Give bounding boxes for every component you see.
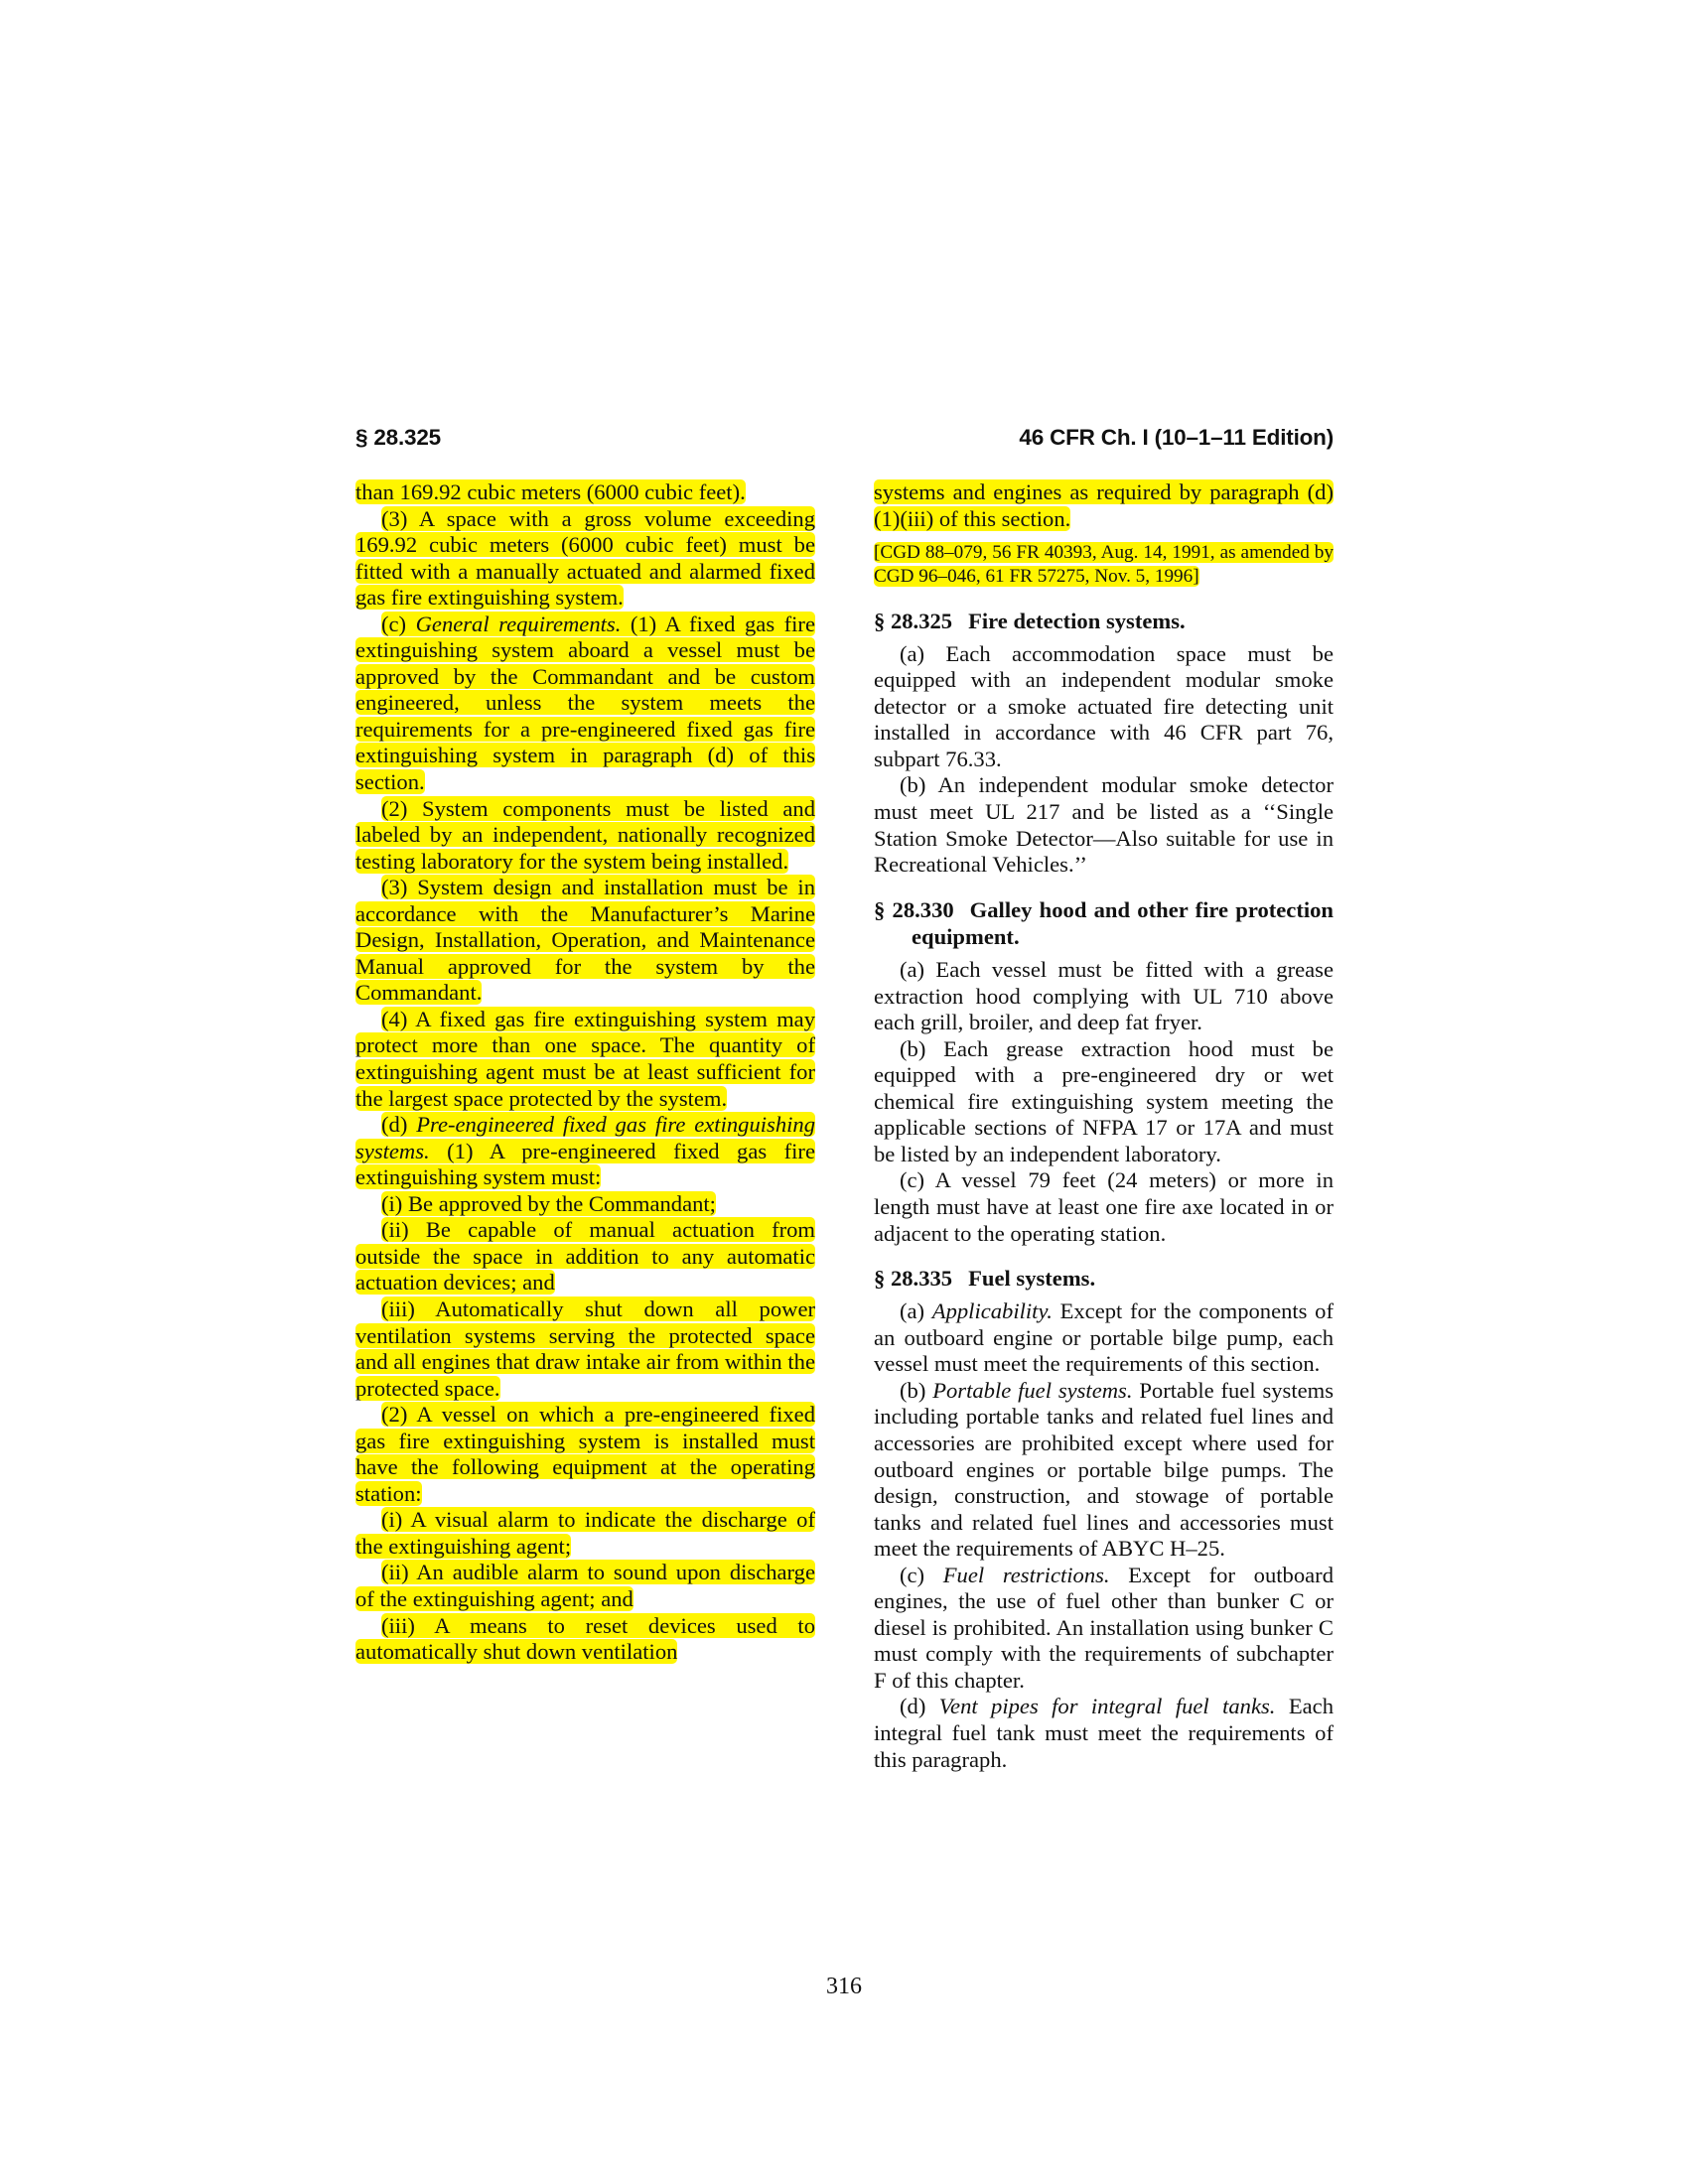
paragraph-lead-in: Pre-engineered fixed gas fire extinguishing systems. <box>355 1112 815 1163</box>
paragraph-text <box>355 506 815 611</box>
paragraph-text <box>355 1402 815 1506</box>
paragraph-body: (iii) A means to reset devices used to automatically shut down ventilation <box>355 1612 815 1665</box>
section-heading <box>874 1247 1334 1298</box>
body-paragraph <box>355 1191 815 1218</box>
body-paragraph <box>355 1507 815 1560</box>
paragraph-text <box>381 1191 716 1216</box>
paragraph-text <box>355 875 815 1005</box>
body-paragraph <box>874 479 1334 532</box>
running-head-section: § 28.325 <box>355 425 441 450</box>
paragraph-lead-in: Vent pipes for integral fuel tanks. <box>938 1694 1276 1719</box>
right-column <box>874 479 1334 1773</box>
paragraph-body: than 169.92 cubic meters (6000 cubic feet). <box>355 479 746 504</box>
paragraph-text <box>874 641 1334 771</box>
body-paragraph <box>355 875 815 1007</box>
paragraph-lead-in: Fuel restrictions. <box>942 1562 1110 1587</box>
body-paragraph <box>355 1007 815 1112</box>
body-paragraph <box>355 612 815 796</box>
left-column <box>355 479 815 1773</box>
paragraph-text <box>874 1036 1334 1166</box>
page-number: 316 <box>826 1974 862 1999</box>
running-head <box>355 425 1334 451</box>
body-paragraph <box>874 1298 1334 1378</box>
paragraph-label: (a) <box>900 1298 932 1324</box>
body-paragraph <box>355 1112 815 1191</box>
body-paragraph <box>874 957 1334 1036</box>
body-paragraph <box>874 772 1334 878</box>
paragraph-text <box>355 1297 815 1401</box>
paragraph-text <box>355 1507 815 1559</box>
paragraph-text <box>874 1694 1334 1771</box>
paragraph-text <box>874 1298 1334 1376</box>
paragraph-body: (c) A vessel 79 feet (24 meters) or more in length must have at least one fire axe located in or adjacent to the operating station. <box>874 1167 1334 1246</box>
paragraph-body: (2) A vessel on which a pre-engineered fixed gas fire extinguishing system is installed must have the following equipment at the operating station: <box>355 1402 815 1506</box>
paragraph-text <box>874 1378 1334 1561</box>
body-paragraph <box>355 1217 815 1297</box>
section-title: Fire detection systems. <box>968 608 1186 633</box>
paragraph-body: (2) System components must be listed and labeled by an independent, nationally recognized testing laboratory for the system being installed. <box>355 795 815 874</box>
paragraph-label: (c) <box>381 611 416 636</box>
paragraph-label: (d) <box>900 1694 939 1719</box>
body-paragraph <box>874 1036 1334 1168</box>
paragraph-body: (1) A fixed gas fire extinguishing system aboard a vessel must be approved by the Commandant and be custom engineered, unless the system meets the requirements for a pre-engineered fixed gas fire extinguishing system in paragraph (d) of this section. <box>355 611 815 795</box>
section-heading <box>874 879 1334 957</box>
body-paragraph <box>355 1560 815 1612</box>
body-paragraph <box>355 1613 815 1666</box>
paragraph-body: (iii) Automatically shut down all power ventilation systems serving the protected space and all engines that draw intake air from within the protected space. <box>355 1296 815 1401</box>
body-paragraph <box>355 479 815 506</box>
section-number: § 28.325 <box>874 608 953 633</box>
section-number: § 28.330 <box>874 896 954 922</box>
paragraph-body: Each integral fuel tank must meet the requirements of this paragraph. <box>874 1694 1335 1772</box>
paragraph-text <box>874 479 1334 531</box>
body-paragraph <box>874 1563 1334 1695</box>
running-head-edition: 46 CFR Ch. I (10–1–11 Edition) <box>1019 425 1334 450</box>
paragraph-text <box>355 1560 815 1611</box>
paragraph-body: systems and engines as required by paragraph (d)(1)(iii) of this section. <box>874 479 1334 531</box>
paragraph-text <box>355 479 746 504</box>
paragraph-text <box>355 1217 815 1295</box>
paragraph-body: Portable fuel systems including portable tanks and related fuel lines and accessories are prohibited except where used for outboard engines or portable bilge pumps. The design, construction, and stowage of portable tanks and related fuel lines and accessories must meet the requirements of ABYC H–25. <box>874 1377 1334 1562</box>
paragraph-body: (b) An independent modular smoke detector must meet UL 217 and be listed as a ‘‘Single Station Smoke Detector—Also suitable for use in Recreational Vehicles.’’ <box>874 772 1334 878</box>
paragraph-label: (c) <box>900 1562 943 1587</box>
paragraph-body: (3) A space with a gross volume exceeding 169.92 cubic meters (6000 cubic feet) must be fitted with a manually actuated and alarmed fixed gas fire extinguishing system. <box>355 505 815 611</box>
section-title: Fuel systems. <box>968 1266 1096 1292</box>
paragraph-text <box>355 1613 815 1665</box>
paragraph-text <box>355 612 815 794</box>
two-column-body <box>355 479 1334 1773</box>
body-paragraph <box>355 1297 815 1402</box>
paragraph-lead-in: General requirements. <box>415 611 622 636</box>
paragraph-body: (ii) An audible alarm to sound upon discharge of the extinguishing agent; and <box>355 1560 815 1611</box>
paragraph-body: (ii) Be capable of manual actuation from outside the space in addition to any automatic actuation devices; and <box>355 1217 815 1296</box>
body-paragraph <box>355 796 815 876</box>
paragraph-body: (3) System design and installation must be in accordance with the Manufacturer’s Marine Design, Installation, Operation, and Maintenance Manual approved for the system by the Commandant. <box>355 875 815 1006</box>
paragraph-lead-in: Applicability. <box>931 1298 1053 1324</box>
paragraph-body: (b) Each grease extraction hood must be equipped with a pre-engineered dry or wet chemical fire extinguishing system meeting the applicable sections of NFPA 17 or 17A and must be listed by an independent laboratory. <box>874 1035 1334 1166</box>
body-paragraph <box>355 506 815 612</box>
body-paragraph <box>874 1378 1334 1563</box>
paragraph-text <box>355 796 815 874</box>
paragraph-body: Except for the components of an outboard engine or portable bilge pump, each vessel must meet the requirements of this section. <box>874 1298 1334 1377</box>
body-paragraph <box>874 1694 1334 1773</box>
paragraph-text <box>874 772 1334 877</box>
section-number: § 28.335 <box>874 1266 953 1292</box>
body-paragraph <box>874 1167 1334 1247</box>
paragraph-label: (d) <box>381 1112 417 1138</box>
section-title: Galley hood and other fire protection equipment. <box>912 896 1334 949</box>
paragraph-label: (b) <box>900 1377 933 1403</box>
paragraph-body: (1) A pre-engineered fixed gas fire extinguishing system must: <box>355 1138 815 1190</box>
paragraph-text <box>355 1112 815 1189</box>
paragraph-body: (4) A fixed gas fire extinguishing system may protect more than one space. The quantity of extinguishing agent must be at least sufficient for the largest space protected by the system. <box>355 1006 815 1111</box>
paragraph-text <box>874 1563 1334 1693</box>
source-citation <box>874 532 1334 589</box>
paragraph-body: (a) Each accommodation space must be equipped with an independent modular smoke detector or a smoke actuated fire detecting unit installed in accordance with 46 CFR part 76, subpart 76.33. <box>874 640 1334 771</box>
body-paragraph <box>355 1402 815 1507</box>
paragraph-body: (a) Each vessel must be fitted with a grease extraction hood complying with UL 710 above each grill, broiler, and deep fat fryer. <box>874 957 1334 1035</box>
paragraph-body: Except for outboard engines, the use of fuel other than bunker C or diesel is prohibited. An installation using bunker C must comply with the requirements of subchapter F of this chapter. <box>874 1562 1334 1693</box>
paragraph-text <box>355 1007 815 1111</box>
paragraph-text <box>874 1167 1334 1245</box>
paragraph-body: (i) Be approved by the Commandant; <box>381 1190 716 1216</box>
section-heading <box>874 590 1334 641</box>
paragraph-text <box>874 957 1334 1034</box>
paragraph-lead-in: Portable fuel systems. <box>932 1377 1133 1403</box>
paragraph-body: (i) A visual alarm to indicate the discharge of the extinguishing agent; <box>355 1507 815 1559</box>
citation-text: [CGD 88–079, 56 FR 40393, Aug. 14, 1991, as amended by CGD 96–046, 61 FR 57275, Nov. 5, 1996] <box>874 542 1334 588</box>
body-paragraph <box>874 641 1334 773</box>
